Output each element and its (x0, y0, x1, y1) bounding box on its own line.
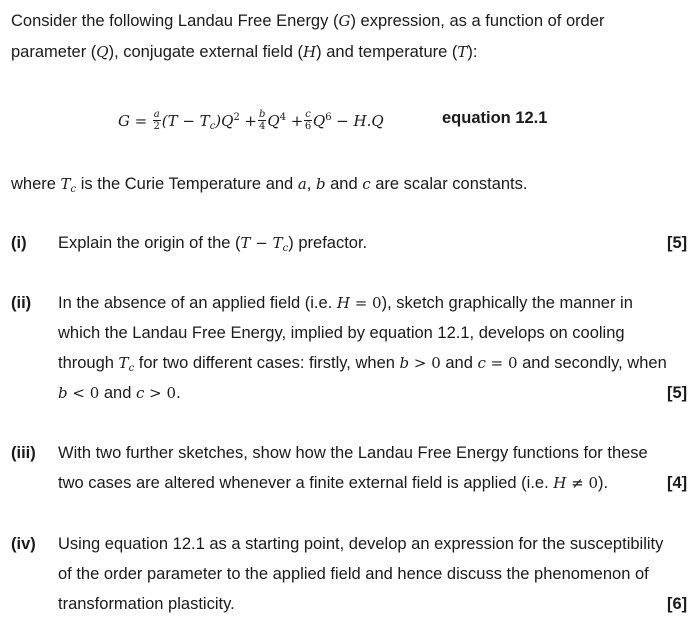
equation-plus: + (244, 112, 257, 130)
question-subscript: c (128, 363, 135, 374)
intro-text: ) and temperature ( (316, 43, 458, 61)
question-text: for two different cases: firstly, when (134, 354, 400, 372)
question-math: = 0 (349, 294, 382, 312)
equation-subscript: c (209, 121, 216, 132)
where-text: and (325, 175, 363, 193)
question-math: H (336, 294, 350, 312)
question-iv-line-1: Using equation 12.1 as a starting point, develop an expression for the susceptibility (58, 535, 664, 553)
question-math: T − T (240, 234, 283, 252)
question-text: ), sketch graphically the manner in (381, 294, 633, 312)
question-i-line-1 (58, 232, 367, 260)
equation-label: equation 12.1 (442, 109, 548, 127)
fraction-c-over-6: $\frac{c}{6}$ (304, 109, 312, 133)
symbol-c: c (362, 175, 371, 193)
equation-term: − H.Q (336, 112, 384, 130)
question-math: = 0 (485, 354, 518, 372)
question-text: ) prefactor. (288, 234, 368, 252)
question-math: H (553, 474, 567, 492)
question-label-iv: (iv) (11, 535, 36, 553)
equation-12-1 (118, 104, 384, 141)
question-label-ii: (ii) (11, 294, 32, 312)
question-math: < 0 (67, 384, 100, 402)
where-text: where (11, 175, 61, 193)
equation-term: (T − T (161, 112, 210, 130)
equation-lhs: G (118, 112, 130, 130)
where-text: is the Curie Temperature and (76, 175, 298, 193)
equation-plus: + (290, 112, 304, 130)
where-text: are scalar constants. (370, 175, 528, 193)
question-ii-line-3 (58, 352, 667, 380)
question-math: b (58, 384, 68, 402)
question-text: and (440, 354, 478, 372)
symbol-subscript: c (70, 184, 77, 195)
question-text: ). (598, 474, 609, 492)
symbol-h: H (303, 43, 317, 61)
question-text: and (99, 384, 136, 402)
fraction-b-over-4: $\frac{b}{4}$ (259, 109, 266, 133)
symbol-t: T (457, 43, 468, 61)
equation-term: )Q (215, 112, 234, 130)
equation-term: Q (267, 112, 280, 130)
equation-superscript: 2 (233, 112, 240, 123)
question-text: Explain the origin of the ( (58, 234, 241, 252)
question-text: through (58, 354, 119, 372)
question-iii-line-1: With two further sketches, show how the Landau Free Energy functions for these (58, 444, 648, 462)
marks-iii: [4] (667, 474, 688, 492)
intro-text: ): (467, 43, 478, 61)
intro-line-2 (11, 41, 477, 63)
question-iv-line-2: of the order parameter to the applied field and hence discuss the phenomenon of (58, 565, 649, 583)
where-text: , (306, 175, 316, 193)
marks-i: [5] (667, 234, 688, 252)
question-math: > 0. (144, 384, 181, 402)
symbol-q: Q (96, 43, 109, 61)
intro-text: ), conjugate external field ( (108, 43, 304, 61)
question-iii-line-2 (58, 472, 608, 494)
question-math: > 0 (409, 354, 441, 372)
question-math: c (477, 354, 486, 372)
equation-superscript: 6 (325, 112, 332, 123)
question-ii-line-2: which the Landau Free Energy, implied by equation 12.1, develops on cooling (58, 324, 625, 342)
intro-text: Consider the following Landau Free Energy ( (11, 12, 339, 30)
question-subscript: c (282, 243, 289, 254)
question-math: ≠ 0 (566, 474, 599, 492)
question-label-i: (i) (11, 234, 27, 252)
equation-equals: = (134, 112, 148, 130)
marks-iv: [6] (667, 595, 688, 613)
symbol-g: G (338, 12, 351, 30)
symbol-b: b (315, 175, 326, 193)
question-math: c (135, 384, 145, 402)
question-ii-line-1 (58, 292, 633, 314)
equation-term: Q (312, 112, 326, 130)
question-math: T (118, 354, 129, 372)
question-text: In the absence of an applied field (i.e. (58, 294, 337, 312)
question-label-iii: (iii) (11, 444, 36, 462)
intro-text: ) expression, as a function of order (350, 12, 605, 30)
question-math: b (399, 354, 410, 372)
question-ii-line-4 (58, 382, 181, 404)
question-text: two cases are altered whenever a finite external field is applied (i.e. (58, 474, 554, 492)
question-text: and secondly, when (517, 354, 667, 372)
where-line (11, 173, 527, 201)
question-iv-line-3: transformation plasticity. (58, 595, 235, 613)
symbol-a: a (297, 175, 307, 193)
fraction-a-over-2: $\frac{a}{2}$ (153, 109, 160, 133)
marks-ii: [5] (667, 384, 688, 402)
intro-text: parameter ( (11, 43, 97, 61)
intro-line-1 (11, 10, 605, 32)
equation-superscript: 4 (279, 112, 287, 123)
symbol-tc: T (60, 175, 71, 193)
